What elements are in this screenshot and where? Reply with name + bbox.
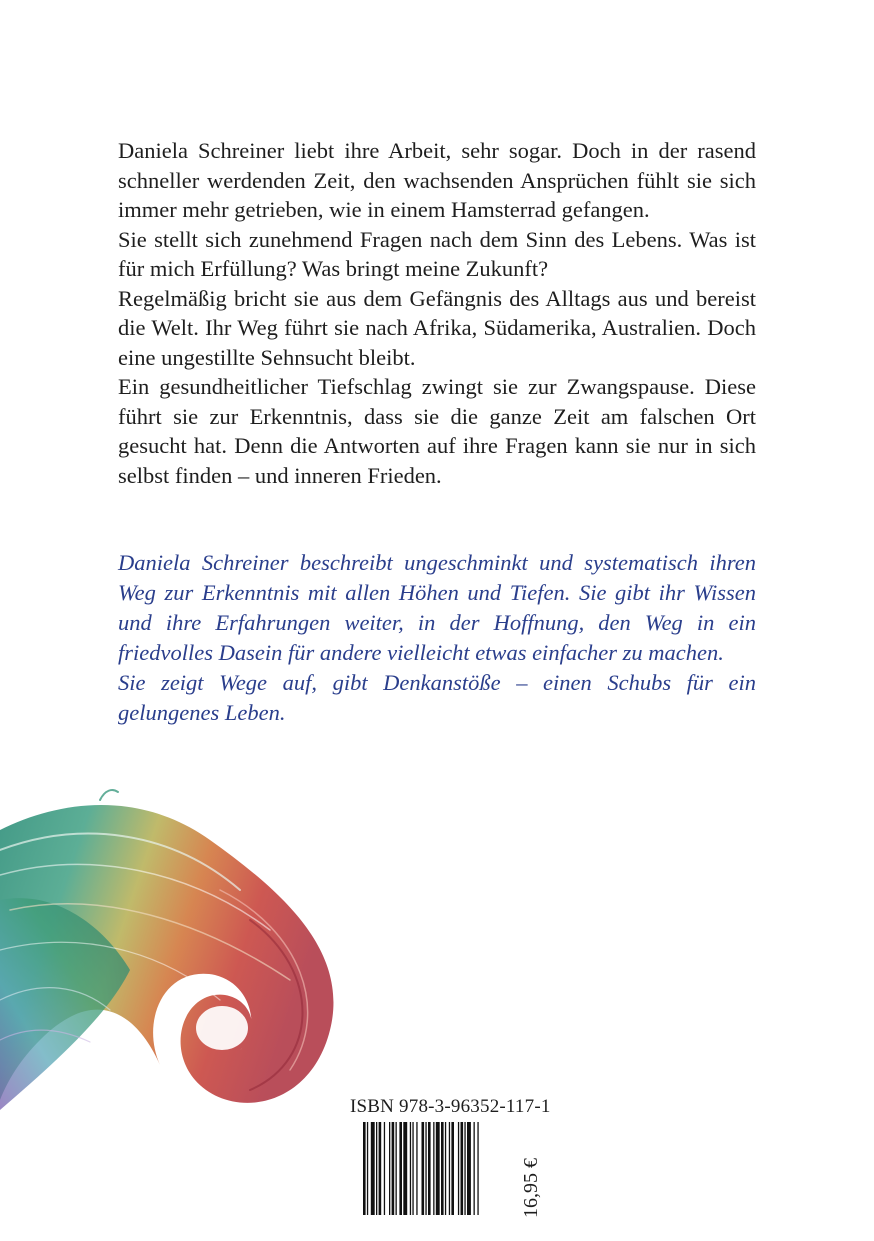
barcode-bar bbox=[363, 1122, 366, 1215]
barcode-bar bbox=[441, 1122, 444, 1215]
barcode-bar bbox=[371, 1122, 375, 1215]
barcode-bar bbox=[458, 1122, 459, 1215]
barcode-bar bbox=[445, 1122, 446, 1215]
author-statement bbox=[118, 548, 756, 728]
barcode-bar bbox=[412, 1122, 413, 1215]
barcode-bar bbox=[396, 1122, 397, 1215]
barcode-bar bbox=[449, 1122, 450, 1215]
blurb-paragraph-2: Sie stellt sich zunehmend Fragen nach dem Sinn des Lebens. Was ist für mich Erfüllung? Was bringt meine Zukunft? bbox=[118, 226, 756, 281]
barcode-bar bbox=[384, 1122, 385, 1215]
barcode-bar bbox=[477, 1122, 478, 1215]
barcode-bar bbox=[379, 1122, 382, 1215]
barcode-bar bbox=[425, 1122, 426, 1215]
barcode-bar bbox=[461, 1122, 464, 1215]
barcode-bar bbox=[474, 1122, 475, 1215]
book-price: 16,95 € bbox=[520, 1158, 542, 1218]
barcode-bar bbox=[367, 1122, 368, 1215]
barcode-bar bbox=[392, 1122, 395, 1215]
blurb-paragraph-3: Regelmäßig bricht sie aus dem Gefängnis des Alltags aus und bereist die Welt. Ihr Weg führt sie nach Afrika, Südamerika, Australien. Doch eine ungestillte Sehnsucht bleibt. bbox=[118, 285, 756, 370]
barcode-bar bbox=[389, 1122, 390, 1215]
barcode-bar bbox=[416, 1122, 417, 1215]
barcode-bar bbox=[422, 1122, 425, 1215]
barcode-bar bbox=[451, 1122, 454, 1215]
statement-paragraph-2: Sie zeigt Wege auf, gibt Denkanstöße – einen Schubs für ein gelungenes Leben. bbox=[118, 670, 756, 725]
barcode-bar bbox=[376, 1122, 377, 1215]
book-blurb bbox=[118, 136, 756, 490]
blurb-paragraph-1: Daniela Schreiner liebt ihre Arbeit, sehr sogar. Doch in der rasend schneller werdenden Zeit, den wachsenden Ansprüchen fühlt sie sich immer mehr getrieben, wie in einem Hamsterrad gefangen. bbox=[118, 138, 756, 222]
blurb-paragraph-4: Ein gesundheitlicher Tiefschlag zwingt sie zur Zwangspause. Diese führt sie zur Erkenntnis, dass sie die ganze Zeit am falschen Ort gesucht hat. Denn die Antworten auf ihre Fragen kann sie nur in sich selbst finden – und inneren Frieden. bbox=[118, 374, 756, 488]
barcode-bar bbox=[410, 1122, 411, 1215]
rainbow-hair-illustration bbox=[0, 780, 350, 1140]
barcode-bar bbox=[464, 1122, 465, 1215]
isbn-number: ISBN 978-3-96352-117-1 bbox=[350, 1096, 551, 1117]
barcode-bar bbox=[428, 1122, 431, 1215]
barcode-bar bbox=[436, 1122, 440, 1215]
barcode-bar bbox=[403, 1122, 407, 1215]
barcode-bar bbox=[467, 1122, 471, 1215]
isbn-barcode bbox=[363, 1122, 511, 1215]
barcode-bar bbox=[399, 1122, 402, 1215]
barcode-bar bbox=[433, 1122, 434, 1215]
statement-paragraph-1: Daniela Schreiner beschreibt ungeschminkt und systematisch ihren Weg zur Erkenntnis mit allen Höhen und Tiefen. Sie gibt ihr Wissen und ihre Erfahrungen weiter, in der Hoffnung, den Weg in ein friedvolles Dasein für andere vielleicht etwas einfacher zu machen. bbox=[118, 550, 756, 665]
